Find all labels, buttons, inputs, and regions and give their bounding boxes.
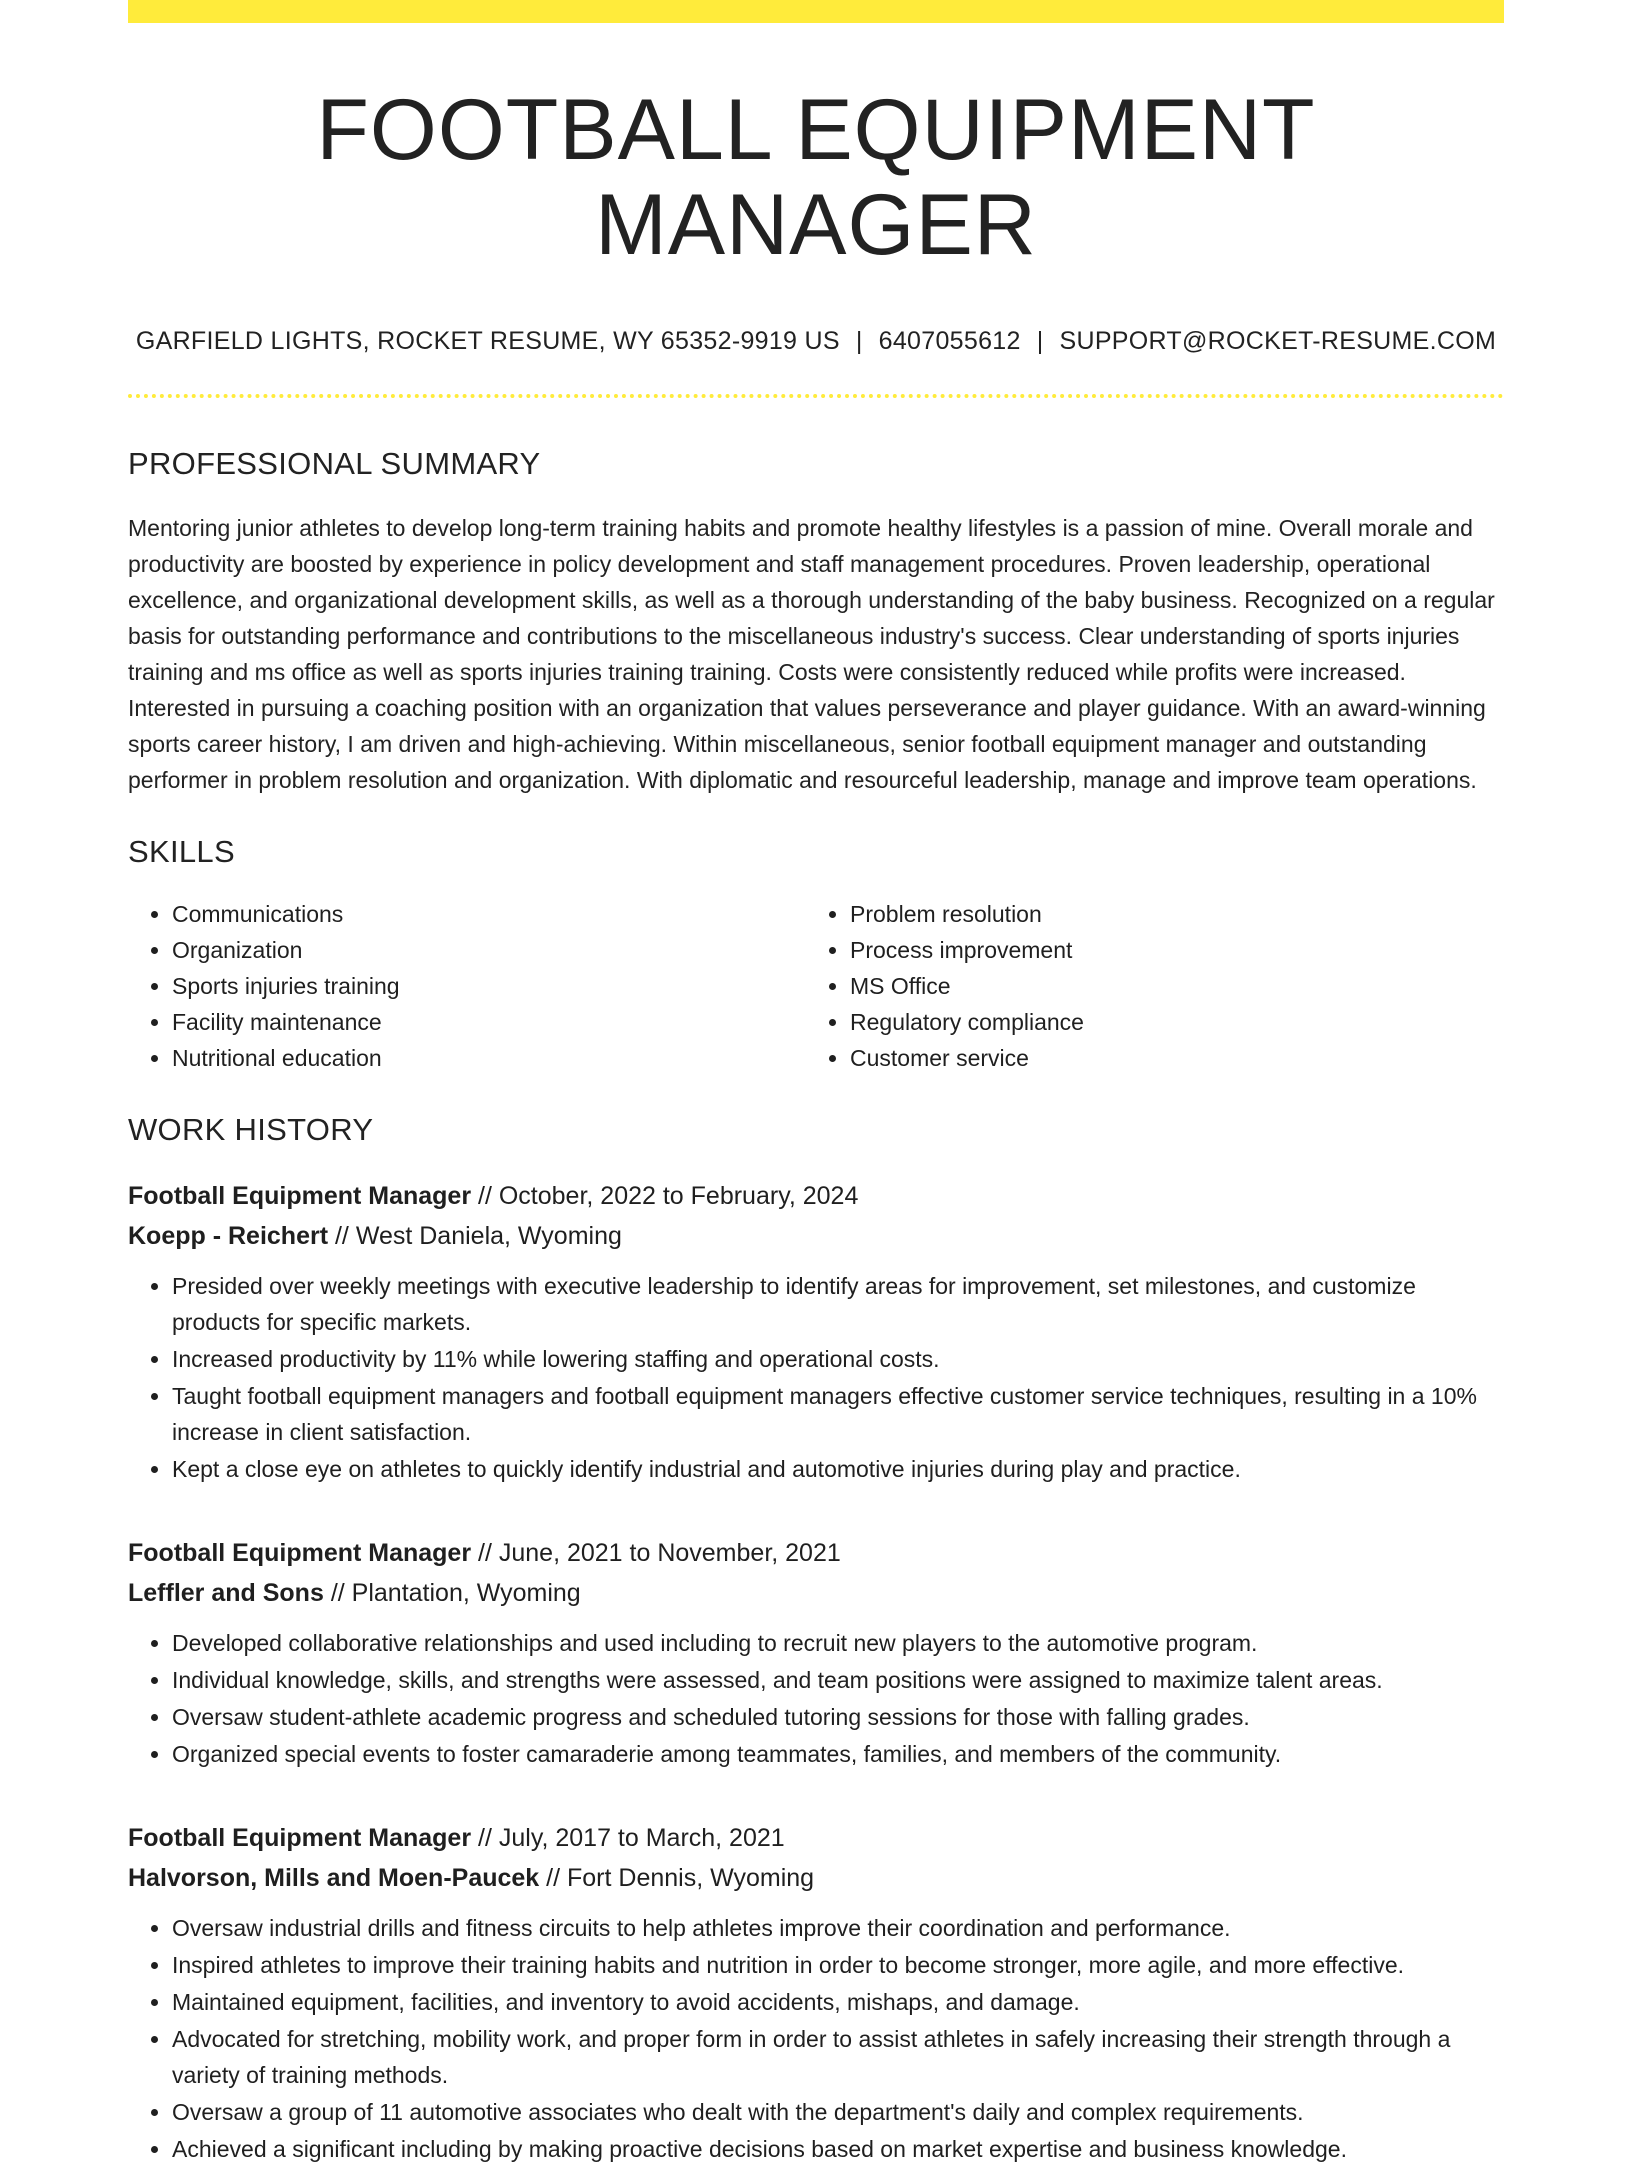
job-bullets: [128, 1625, 1504, 1772]
skill-item: • Facility maintenance: [172, 1004, 806, 1040]
job-bullet: • Individual knowledge, skills, and strengths were assessed, and team positions were assigned to maximize talent areas.: [172, 1662, 1504, 1698]
skill-item: • Regulatory compliance: [850, 1004, 1484, 1040]
job-company-line: [128, 1573, 1504, 1613]
skills-list: [128, 896, 1504, 1076]
job-company: Leffler and Sons: [128, 1579, 324, 1608]
job-role: Football Equipment Manager: [128, 1824, 472, 1853]
resume-page: [128, 0, 1504, 2168]
job-bullet: • Increased productivity by 11% while lowering staffing and operational costs.: [172, 1341, 1504, 1377]
contact-phone: 6407055612: [878, 327, 1021, 356]
job-bullet: • Taught football equipment managers and football equipment managers effective customer service techniques, resulting in a 10% increase in client satisfaction.: [172, 1378, 1504, 1450]
job-bullet: • Oversaw student-athlete academic progress and scheduled tutoring sessions for those with falling grades.: [172, 1699, 1504, 1735]
job-bullet: • Advocated for stretching, mobility work, and proper form in order to assist athletes in safely increasing their strength through a variety of training methods.: [172, 2021, 1504, 2093]
skills-heading: SKILLS: [128, 834, 235, 870]
skill-item: • Problem resolution: [850, 896, 1484, 932]
job-dates: // June, 2021 to November, 2021: [471, 1539, 841, 1568]
dotted-divider: [128, 394, 1504, 398]
job-title-line: [128, 1176, 1504, 1216]
job-bullet: • Oversaw a group of 11 automotive associates who dealt with the department's daily and complex requirements.: [172, 2094, 1504, 2130]
job-location: // Fort Dennis, Wyoming: [539, 1864, 815, 1893]
job-company: Halvorson, Mills and Moen-Paucek: [128, 1864, 540, 1893]
job-entry: [128, 1533, 1504, 1772]
job-dates: // July, 2017 to March, 2021: [471, 1824, 785, 1853]
job-bullet: • Inspired athletes to improve their training habits and nutrition in order to become stronger, more agile, and more effective.: [172, 1947, 1504, 1983]
job-entry: [128, 1818, 1504, 2167]
job-bullet: • Oversaw industrial drills and fitness circuits to help athletes improve their coordination and performance.: [172, 1910, 1504, 1946]
contact-address: GARFIELD LIGHTS, ROCKET RESUME, WY 65352-9919 US: [135, 327, 840, 356]
contact-email: SUPPORT@ROCKET-RESUME.COM: [1059, 327, 1497, 356]
job-bullets: [128, 1268, 1504, 1487]
contact-line: [128, 327, 1504, 356]
job-company-line: [128, 1858, 1504, 1898]
job-role: Football Equipment Manager: [128, 1539, 472, 1568]
job-dates: // October, 2022 to February, 2024: [471, 1182, 859, 1211]
contact-separator: |: [855, 327, 863, 356]
job-company-line: [128, 1216, 1504, 1256]
skill-item: • Communications: [172, 896, 806, 932]
job-bullet: • Kept a close eye on athletes to quickly identify industrial and automotive injuries during play and practice.: [172, 1451, 1504, 1487]
skill-item: • Process improvement: [850, 932, 1484, 968]
job-role: Football Equipment Manager: [128, 1182, 472, 1211]
job-bullet: • Organized special events to foster camaraderie among teammates, families, and members of the community.: [172, 1736, 1504, 1772]
summary-text: Mentoring junior athletes to develop long-term training habits and promote healthy lifestyles is a passion of mine. Overall morale and productivity are boosted by experience in policy development and staff management procedures. Proven leadership, operational excellence, and organizational development skills, as well as a thorough understanding of the baby business. Recognized on a regular basis for outstanding performance and contributions to the miscellaneous industry's success. Clear understanding of sports injuries training and ms office as well as sports injuries training training. Costs were consistently reduced while profits were increased. Interested in pursuing a coaching position with an organization that values perseverance and player guidance. With an award-winning sports career history, I am driven and high-achieving. Within miscellaneous, senior football equipment manager and outstanding performer in problem resolution and organization. With diplomatic and resourceful leadership, manage and improve team operations.: [128, 515, 1495, 794]
job-title-line: [128, 1533, 1504, 1573]
skill-item: • Sports injuries training: [172, 968, 806, 1004]
skill-item: • Customer service: [850, 1040, 1484, 1076]
job-bullet: • Developed collaborative relationships and used including to recruit new players to the automotive program.: [172, 1625, 1504, 1661]
work-history-heading: WORK HISTORY: [128, 1112, 374, 1148]
skills-column-right: [806, 896, 1484, 1076]
skill-item: • Nutritional education: [172, 1040, 806, 1076]
candidate-name: FOOTBALL EQUIPMENT MANAGER: [316, 82, 1316, 273]
job-location: // Plantation, Wyoming: [323, 1579, 581, 1608]
job-company: Koepp - Reichert: [128, 1222, 329, 1251]
contact-separator: |: [1036, 327, 1044, 356]
job-bullet: • Achieved a significant including by making proactive decisions based on market expertise and business knowledge.: [172, 2131, 1504, 2167]
skill-item: • MS Office: [850, 968, 1484, 1004]
job-entry: [128, 1176, 1504, 1487]
accent-top-bar: [128, 0, 1504, 23]
job-bullet: • Presided over weekly meetings with executive leadership to identify areas for improvement, set milestones, and customize products for specific markets.: [172, 1268, 1504, 1340]
job-bullet: • Maintained equipment, facilities, and inventory to avoid accidents, mishaps, and damage.: [172, 1984, 1504, 2020]
job-title-line: [128, 1818, 1504, 1858]
skill-item: • Organization: [172, 932, 806, 968]
summary-heading: PROFESSIONAL SUMMARY: [128, 446, 541, 482]
job-bullets: [128, 1910, 1504, 2167]
job-location: // West Daniela, Wyoming: [328, 1222, 622, 1251]
skills-column-left: [128, 896, 806, 1076]
